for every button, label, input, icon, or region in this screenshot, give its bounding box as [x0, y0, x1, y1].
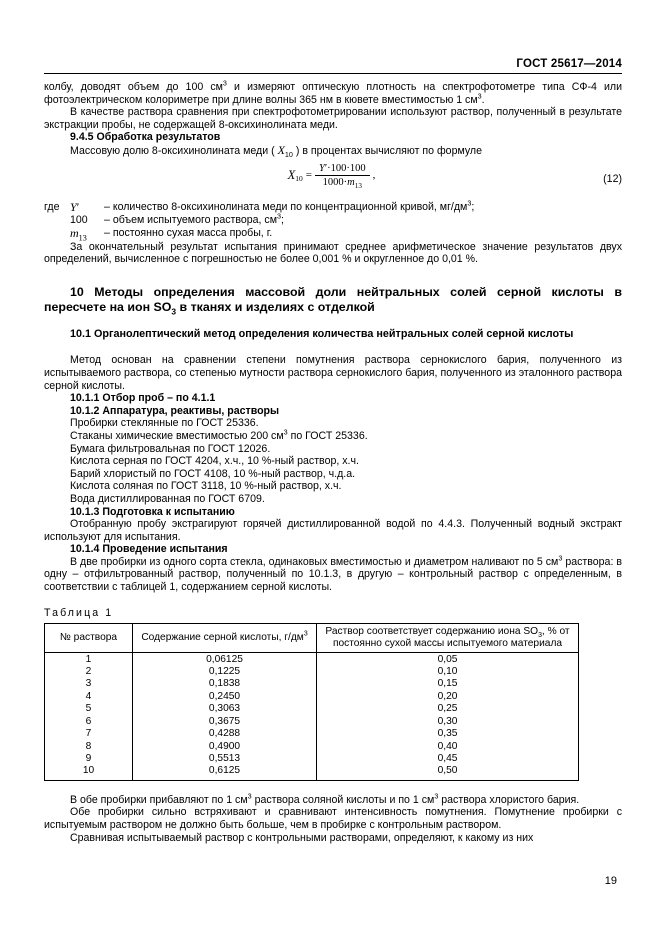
column-header-text-cont: , % от постоянно сухой массы испытуемого материала [332, 625, 570, 649]
cell-so3: 0,15 [317, 678, 579, 690]
closing-text-b: раствора соляной кислоты и по 1 см [251, 793, 435, 806]
cell-solution-number: 5 [45, 703, 133, 715]
table-row [45, 716, 579, 728]
formula-equals-sign: = [305, 169, 312, 182]
table-row [45, 741, 579, 753]
header-divider [44, 73, 622, 74]
cell-concentration: 0,3063 [133, 703, 317, 715]
table-row [45, 666, 579, 678]
paragraph-preparation: Отобранную пробу экстрагируют горячей дистиллированной водой по 4.4.3. Полученный водный экстракт используют для испытания. [44, 518, 622, 543]
paragraph-final-result: За окончательный результат испытания принимают среднее арифметическое значение результатов двух определений, вычисленное с погрешностью не более 0,001 % и округленное до 0,01 %. [44, 240, 622, 266]
table-row [45, 691, 579, 703]
formula-lhs-variable: X [287, 167, 296, 182]
cell-so3: 0,10 [317, 666, 579, 678]
table-body [45, 652, 579, 780]
column-header-text: Содержание серной кислоты, г/дм [141, 631, 304, 643]
formula-numerator-prime: ′ [324, 162, 328, 174]
formula-inner [288, 163, 379, 188]
where-keyword: где [44, 200, 60, 213]
superscript-cubic: 3 [477, 91, 482, 101]
cell-concentration: 0,6125 [133, 765, 317, 780]
cell-concentration: 0,3675 [133, 716, 317, 728]
paragraph-compare-control: Сравнивая испытываемый раствор с контрольными растворами, определяют, к какому из них [70, 831, 534, 844]
heading-clause-10 [44, 285, 622, 315]
column-header-superscript: 3 [303, 630, 308, 638]
heading-10-1-2-apparatus: 10.1.2 Аппаратура, реактивы, растворы [70, 404, 280, 417]
where-definition [104, 211, 622, 227]
heading-clause-10-text-b: в тканях и изделиях с отделкой [176, 300, 375, 315]
table-row [45, 765, 579, 780]
cell-so3: 0,45 [317, 753, 579, 765]
column-header-so3-content [317, 623, 579, 652]
reagent-text: Вода дистиллированная по ГОСТ 6709. [70, 492, 265, 505]
paragraph-mass-fraction-lead [44, 144, 622, 158]
cell-solution-number: 8 [45, 741, 133, 753]
table-row [45, 652, 579, 666]
cell-concentration: 0,1225 [133, 666, 317, 678]
formula-variable-definitions [44, 198, 622, 243]
where-definition-end: ; [471, 200, 475, 213]
heading-clause-10-text-a: 10 Методы определения массовой доли нейтральных солей серной кислоты в пересчете на ион SO [44, 284, 622, 315]
table-sulfuric-acid-standards [44, 623, 579, 781]
spacer [44, 781, 622, 794]
reagent-superscript: 3 [283, 427, 288, 437]
heading-10-1-1-sampling: 10.1.1 Отбор проб – по 4.1.1 [70, 392, 216, 405]
cell-concentration: 0,2450 [133, 691, 317, 703]
where-row [44, 211, 622, 227]
column-header-text: Раствор соответствует содержанию иона SO [325, 625, 539, 637]
intro-text-period: . [481, 93, 485, 106]
spacer [44, 341, 622, 354]
cell-so3: 0,40 [317, 741, 579, 753]
paragraph-reference-solution: В качестве раствора сравнения при спектрофотометрировании используют раствор, полученный в результате экстракции пробы, не содержащей 8-оксихинолината меди. [44, 106, 622, 131]
intro-text-part-b: и измеряют оптическую плотность на спектрофотометре типа СФ-4 или фотоэлектрическом колориметре при длине волны 365 нм в кювете вместимостью 1 см [44, 81, 622, 106]
cell-so3: 0,05 [317, 652, 579, 666]
table-wrapper [44, 623, 622, 781]
table-row [45, 703, 579, 715]
closing-superscript: 3 [434, 791, 439, 801]
where-definition-text: – объем испытуемого раствора, см [104, 213, 278, 226]
superscript-cubic: 3 [222, 78, 227, 88]
cell-solution-number: 9 [45, 753, 133, 765]
heading-10-1-3-preparation: 10.1.3 Подготовка к испытанию [70, 505, 235, 518]
table-row [45, 753, 579, 765]
formula-trailing-comma: , [372, 169, 376, 182]
lead-text-b: ) в процентах вычисляют по формуле [292, 144, 482, 157]
reagent-text: Стаканы химические вместимостью 200 см [70, 429, 284, 442]
document-header-standard-number: ГОСТ 25617—2014 [516, 58, 622, 70]
reagent-item [44, 427, 622, 443]
inline-variable-x-subscript: 10 [284, 150, 293, 160]
cell-concentration: 0,4288 [133, 728, 317, 740]
where-definition-text: – постоянно сухая масса пробы, г. [104, 227, 273, 240]
table-header [45, 623, 579, 652]
paragraph-intro-continuation [44, 78, 622, 106]
cell-concentration: 0,1838 [133, 678, 317, 690]
intro-text-part-a: колбу, доводят объем до 100 см [44, 81, 223, 93]
formula-fraction [315, 163, 370, 188]
table-caption: Таблица 1 [44, 606, 114, 619]
formula-denominator-coefficient: 1000· [322, 176, 348, 188]
where-definition [104, 227, 622, 240]
cell-concentration: 0,4900 [133, 741, 317, 753]
where-term-subscript: 13 [78, 233, 87, 243]
cell-solution-number: 7 [45, 728, 133, 740]
reagent-text: Барий хлористый по ГОСТ 4108, 10 %-ный раствор, ч.д.а. [70, 467, 356, 480]
where-definition-superscript: 3 [467, 198, 472, 208]
test-text-a: В две пробирки из одного сорта стекла, одинаковых вместимостью и диаметром наливают по 5 см [70, 555, 559, 568]
where-row [44, 198, 622, 214]
reagent-text: Бумага фильтровальная по ГОСТ 12026. [70, 442, 271, 455]
where-definition [104, 198, 622, 214]
cell-solution-number: 6 [45, 716, 133, 728]
formula-number-label: (12) [603, 172, 622, 185]
cell-concentration: 0,5513 [133, 753, 317, 765]
table-row [45, 728, 579, 740]
column-header-solution-number: № раствора [45, 623, 133, 652]
cell-solution-number: 10 [45, 765, 133, 780]
where-term-y-prime [70, 201, 104, 214]
cell-solution-number: 2 [45, 666, 133, 678]
paragraph-test-procedure [44, 553, 623, 594]
spacer [44, 315, 622, 328]
where-term-variable: Y [70, 199, 77, 214]
reagent-text: Кислота соляная по ГОСТ 3118, 10 %-ный раствор, х.ч. [70, 480, 342, 493]
where-term-variable: m [70, 226, 79, 241]
reagent-text-cont: по ГОСТ 25336. [287, 429, 368, 442]
where-row [44, 226, 622, 243]
formula-numerator [315, 163, 370, 176]
heading-so3-subscript: 3 [171, 306, 177, 317]
cell-so3: 0,30 [317, 716, 579, 728]
closing-text-c: раствора хлористого бария. [438, 793, 580, 806]
formula-denominator-variable: m [347, 176, 355, 188]
table-header-row [45, 623, 579, 652]
inline-variable-x: X [277, 142, 285, 157]
where-term-prime: ′ [76, 199, 80, 214]
page-number: 19 [604, 875, 617, 887]
heading-10-1-4-test-procedure: 10.1.4 Проведение испытания [70, 543, 228, 556]
formula-numerator-variable: Y [318, 162, 325, 174]
cell-so3: 0,25 [317, 703, 579, 715]
formula-denominator-subscript: 13 [354, 181, 362, 190]
cell-solution-number: 1 [45, 652, 133, 666]
paragraph-add-reagents [44, 791, 622, 807]
where-definition-text: – количество 8-оксихинолината меди по концентрационной кривой, мг/дм [104, 200, 468, 213]
formula-block-12 [44, 163, 622, 197]
where-term-m13 [70, 226, 104, 243]
reagent-item [44, 468, 622, 481]
test-text-b: раствора: в одну – отфильтрованный раствор, полученный по 10.1.3, в другую – контрольный раствор с определенным, в соответствии с таблицей 1, содержанием серной кислоты. [44, 555, 623, 594]
where-term-100: 100 [70, 213, 88, 226]
cell-so3: 0,50 [317, 765, 579, 780]
cell-so3: 0,20 [317, 691, 579, 703]
formula-denominator [315, 176, 370, 188]
where-definition-superscript: 3 [277, 211, 282, 221]
where-definition-end: ; [281, 213, 284, 226]
reagent-item [44, 480, 622, 493]
reagent-item [44, 493, 622, 506]
table-row [45, 678, 579, 690]
reagent-item [44, 455, 622, 468]
lead-text-a: Массовую долю 8-оксихинолината меди ( [70, 144, 278, 157]
page-content [44, 58, 622, 844]
formula-expression [44, 163, 622, 188]
formula-numerator-rest: ·100·100 [327, 162, 366, 174]
formula-lhs-subscript: 10 [295, 173, 303, 183]
cell-concentration: 0,06125 [133, 652, 317, 666]
column-header-acid-concentration [133, 623, 317, 652]
closing-text-a: В обе пробирки прибавляют по 1 см [70, 793, 248, 806]
paragraph-method-principle: Метод основан на сравнении степени помутнения раствора сернокислого бария, полученного из испытываемого раствора, со степенью мутности раствора сернокислого бария, полученного из эталонного раствора серной кислоты. [44, 354, 622, 392]
cell-solution-number: 4 [45, 691, 133, 703]
spacer [44, 594, 622, 607]
reagent-text: Кислота серная по ГОСТ 4204, х.ч., 10 %-ный раствор, х.ч. [70, 455, 359, 468]
cell-solution-number: 3 [45, 678, 133, 690]
column-header-so3-subscript: 3 [538, 631, 542, 639]
reagent-text: Пробирки стеклянные по ГОСТ 25336. [70, 417, 259, 430]
test-superscript: 3 [558, 553, 563, 563]
cell-so3: 0,35 [317, 728, 579, 740]
reagent-item [44, 443, 622, 456]
heading-10-1-organoleptic-method: 10.1 Органолептический метод определения количества нейтральных солей серной кислоты [70, 328, 574, 341]
closing-superscript: 3 [247, 791, 252, 801]
paragraph-shake-compare: Обе пробирки сильно встряхивают и сравнивают интенсивность помутнения. Помутнение пробирки с испытуемым раствором не должно быть больше, чем в пробирке с контрольным раствором. [44, 806, 622, 831]
heading-9-4-5-processing-results: 9.4.5 Обработка результатов [70, 131, 221, 144]
reagent-item [44, 417, 622, 430]
spacer [44, 266, 622, 285]
